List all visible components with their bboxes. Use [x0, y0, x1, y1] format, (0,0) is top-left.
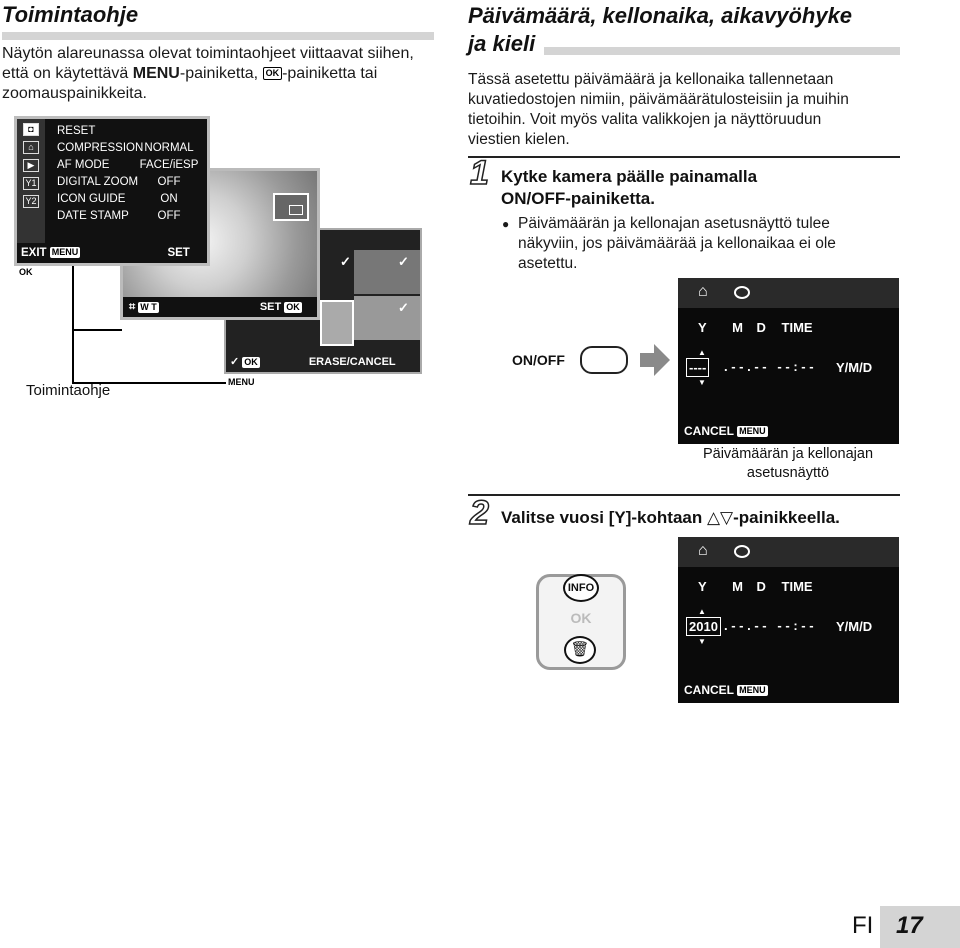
clock-icon: [734, 545, 750, 558]
step-number: 2: [470, 494, 489, 532]
ok-icon: OK: [263, 67, 283, 80]
cancel-bar: [684, 683, 768, 697]
menu-value: NORMAL: [144, 142, 194, 154]
zoom-wt-icon: W T: [140, 301, 157, 312]
section-title-date: Päivämäärä, kellonaika, aikavyöhyke ja kieli: [468, 3, 853, 56]
zoom-frame-icon: [273, 193, 309, 221]
up-triangle-icon: △: [706, 508, 721, 527]
menu-item-date-stamp[interactable]: DATE STAMP: [57, 210, 129, 222]
guide-label: Toimintaohje: [26, 382, 111, 399]
menu-value: OFF: [157, 176, 181, 188]
set-label: SET: [167, 247, 190, 259]
onoff-label: ON/OFF: [512, 352, 565, 368]
menu-value: ON: [160, 193, 178, 205]
ok-button[interactable]: OK: [570, 610, 592, 626]
setup1-tab-icon: Y1: [23, 177, 39, 190]
screen-header: [678, 537, 899, 567]
down-triangle-icon: ▽: [720, 508, 734, 527]
camera-tab-icon: ◘: [23, 123, 39, 136]
delete-button[interactable]: [564, 636, 596, 664]
date-screen-2: [678, 537, 899, 703]
trim-icon: ⌗: [129, 301, 136, 313]
date-fields: . - - . - - - - : - -: [724, 359, 814, 374]
setup2-tab-icon: Y2: [23, 195, 39, 208]
menu-value: FACE/iESP: [139, 159, 199, 171]
title-bar: [2, 32, 434, 40]
ok-icon: OK: [19, 267, 33, 278]
ok-icon: OK: [286, 301, 300, 312]
menu-icon: MENU: [51, 247, 79, 258]
connector-line: [72, 262, 74, 384]
section-title-guide: Toimintaohje: [2, 2, 139, 27]
menu-item-icon-guide[interactable]: ICON GUIDE: [57, 193, 126, 205]
photo-thumb: [354, 250, 420, 294]
info-button[interactable]: INFO: [563, 574, 599, 602]
guide-paragraph: [2, 44, 442, 104]
playback-tab-icon: ▶: [23, 159, 39, 172]
zoom-bottom-bar: [123, 297, 317, 317]
onoff-button[interactable]: [580, 346, 628, 374]
date-order: Y/M/D: [836, 360, 873, 375]
photo-thumb-selected: [320, 300, 354, 346]
date-fields: . - - . - - - - : - -: [724, 618, 814, 633]
para-line: zoomauspainikkeita.: [2, 85, 147, 102]
divider: [468, 156, 900, 158]
ok-icon: OK: [244, 356, 258, 367]
bullet-icon: ●: [502, 217, 510, 231]
year-field[interactable]: 2010: [686, 617, 721, 636]
up-arrow-icon: ▲: [698, 348, 706, 357]
step1-bullet: ● Päivämäärän ja kellonajan asetusnäyttö tulee näkyviin, jos päivämäärää ja kellonaikaa ei ole asetettu.: [502, 215, 836, 272]
trash-icon: 🗑: [570, 641, 590, 658]
menu-value: OFF: [157, 210, 181, 222]
set-label: SET: [259, 301, 282, 313]
menu-item-af-mode[interactable]: AF MODE: [57, 159, 110, 171]
step2-text: Valitse vuosi [Y]-kohtaan △▽-painikkeella.: [501, 508, 840, 527]
cancel-label: CANCEL: [684, 683, 734, 697]
cancel-label: CANCEL: [684, 424, 734, 438]
home-icon: ⌂: [698, 283, 708, 300]
photo-thumb: [354, 296, 420, 340]
check-icon: ✓: [230, 356, 240, 368]
menu-bottom-bar: [17, 243, 207, 278]
screen-header: [678, 278, 899, 308]
up-arrow-icon: ▲: [698, 607, 706, 616]
title-bar: [544, 47, 900, 55]
step-number: 1: [470, 154, 489, 192]
page-number: 17: [896, 912, 923, 939]
menu-icon: MENU: [739, 426, 766, 437]
column-headers: Y M D TIME: [698, 320, 813, 335]
down-arrow-icon: ▼: [698, 637, 706, 646]
check-icon: ✓: [398, 254, 409, 269]
onoff-button-ref: ON/OFF: [501, 189, 566, 208]
connector-line: [72, 329, 122, 331]
para-line: että on käytettävä MENU-painiketta, OK -painiketta tai: [2, 65, 378, 82]
exit-label: EXIT: [21, 247, 47, 259]
menu-icon: MENU: [739, 685, 766, 696]
year-field[interactable]: ----: [686, 358, 709, 377]
clock-icon: [734, 286, 750, 299]
step1-text: Kytke kamera päälle painamalla ON/OFF-painiketta.: [501, 167, 758, 208]
menu-item-compression[interactable]: COMPRESSION: [57, 142, 144, 154]
menu-icon: MENU: [228, 376, 255, 387]
intro-paragraph: Tässä asetettu päivämäärä ja kellonaika tallennetaan kuvatiedostojen nimiin, päivämäärätulosteisiin ja muihin tietoihin. Voit myös valita valikkojen ja näyttöruudun viestien kielen.: [468, 71, 849, 148]
check-icon: ✓: [398, 300, 409, 315]
date-screen-1: [678, 278, 899, 444]
divider: [468, 494, 900, 496]
home-icon: ⌂: [698, 542, 708, 559]
screen-caption: Päivämäärän ja kellonajan asetusnäyttö: [702, 446, 874, 481]
menu-screen: [14, 116, 210, 278]
arrow-icon: [640, 344, 670, 376]
date-order: Y/M/D: [836, 619, 873, 634]
menu-button-ref: MENU: [132, 65, 180, 82]
menu-item-reset[interactable]: RESET: [57, 125, 96, 137]
check-icon: ✓: [340, 254, 351, 269]
cancel-bar: [684, 424, 768, 438]
column-headers: Y M D TIME: [698, 579, 813, 594]
menu-item-digital-zoom[interactable]: DIGITAL ZOOM: [57, 176, 139, 188]
down-arrow-icon: ▼: [698, 378, 706, 387]
erase-cancel-label: ERASE/CANCEL: [308, 356, 396, 368]
erase-bottom-bar: [226, 352, 420, 387]
footer-lang: FI: [852, 912, 874, 939]
movie-tab-icon: ⌂: [23, 141, 39, 154]
para-line: Näytön alareunassa olevat toimintaohjeet viittaavat siihen,: [2, 45, 414, 62]
